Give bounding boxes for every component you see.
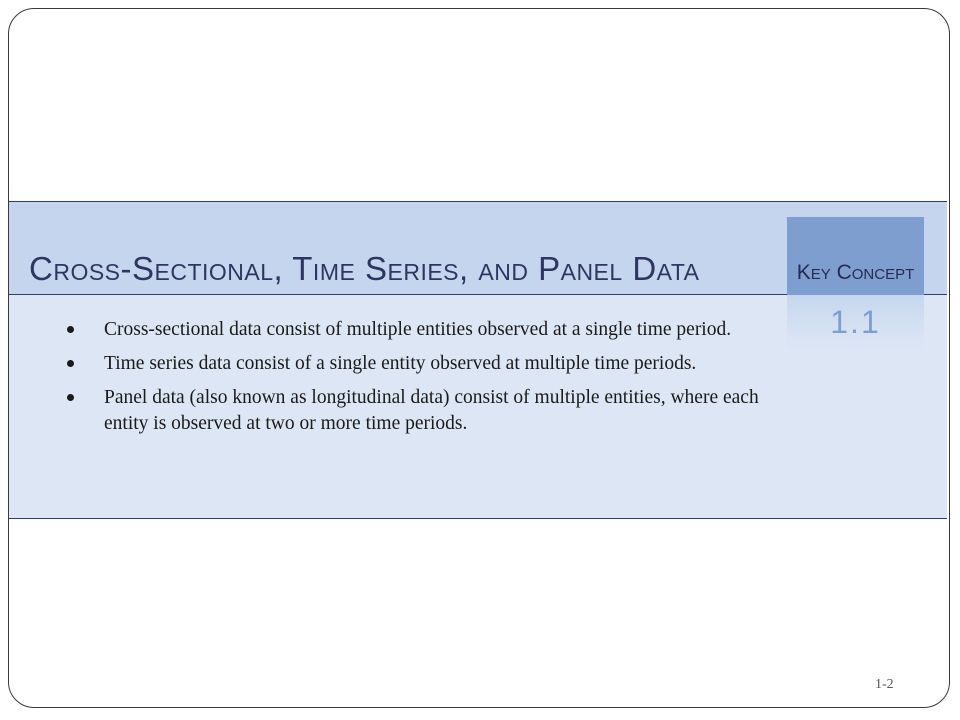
bullet-item-panel-data xyxy=(67,385,767,437)
key-concept-label: Key Concept xyxy=(796,261,915,284)
bullet-text: Time series data consist of a single entity observed at multiple time periods. xyxy=(104,353,697,374)
key-concept-panel xyxy=(9,201,947,519)
bullet-dot-icon xyxy=(67,326,74,333)
slide xyxy=(8,8,950,708)
key-concept-number: 1.1 xyxy=(830,304,881,340)
bullet-text: Panel data (also known as longitudinal data) consist of multiple entities, where each entity is observed at two or more time periods. xyxy=(104,387,759,434)
page-number: 1-2 xyxy=(875,677,894,692)
bullet-text: Cross-sectional data consist of multiple entities observed at a single time period. xyxy=(104,319,732,340)
bullet-item-time-series xyxy=(67,351,767,377)
bullet-item-cross-sectional xyxy=(67,317,767,343)
bullet-list xyxy=(67,317,767,445)
key-concept-badge xyxy=(787,217,924,295)
bullet-dot-icon xyxy=(67,394,74,401)
key-concept-number-box xyxy=(787,295,924,355)
panel-title: Cross-Sectional, Time Series, and Panel Data xyxy=(29,250,700,287)
bullet-dot-icon xyxy=(67,360,74,367)
